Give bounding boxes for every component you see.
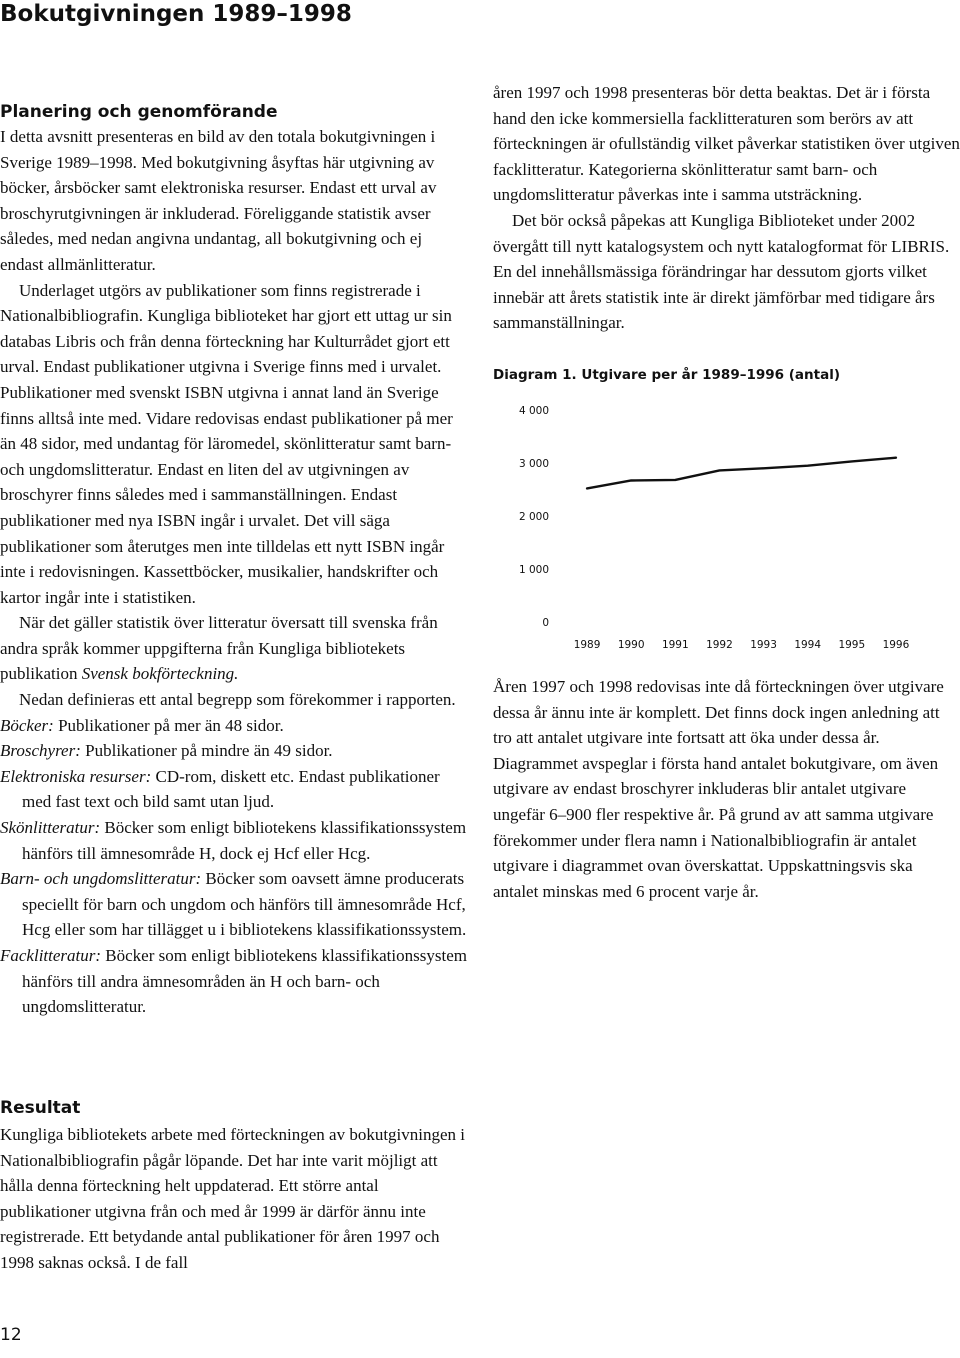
y-tick-label: 4 000: [518, 404, 549, 417]
definition-term: Broschyrer:: [0, 741, 81, 761]
definition-text: Publikationer på mindre än 49 sidor.: [80, 741, 333, 761]
definition-text: Böcker som oavsett ämne producerats speciellt för barn och ungdom och hänförs till ämnesområde Hcf, Hcg eller som har tillägget u i bibliotekens klassifikationssystem.: [22, 869, 467, 940]
definitions-list: [0, 713, 468, 1020]
page-title: Bokutgivningen 1989–1998: [0, 1, 352, 27]
definition-term: Elektroniska resurser:: [0, 766, 152, 786]
definition-item: [0, 764, 468, 815]
x-tick-label: 1991: [661, 638, 689, 651]
definition-term: Böcker:: [0, 715, 54, 735]
publication-title: Svensk bokförteckning.: [81, 664, 239, 684]
x-tick-label: 1989: [573, 638, 601, 651]
right-column: [493, 80, 960, 904]
definition-text: Publikationer på mer än 48 sidor.: [53, 715, 284, 735]
definition-text: Böcker som enligt bibliotekens klassifikationssystem hänförs till ämnesområde H, dock ej Hcf eller Hcg.: [22, 818, 467, 863]
section-heading-planning: Planering och genomförande: [0, 102, 278, 122]
publishers-line-chart: [493, 392, 933, 662]
paragraph-underlag: Underlaget utgörs av publikationer som finns registrerade i Nationalbibliografin. Kungliga biblioteket har gjort ett uttag ur sin databas Libris och från denna förteckning har Kulturrådet gjort ett urval. Endast publikationer utgivna i Sverige finns med i urvalet. Publikationer med svenskt ISBN utgivna i annat land än Sverige finns alltså inte med. Vidare redovisas endast publikationer på mer än 48 sidor, med undantag för läromedel, skönlitteratur samt barn- och ungdomslitteratur. Endast en liten del av utgivningen av broschyrer finns således med i sammanställningen. Endast publikationer med nya ISBN ingår i urvalet. Det vill säga publikationer som återutges men inte tilldelas ett nytt ISBN ingår inte i redovisningen. Kassettböcker, musikalier, handskrifter och kartor ingår inte i statistiken.: [0, 280, 453, 607]
definition-item: [0, 943, 468, 1020]
definition-text: CD-rom, diskett etc. Endast publikationer med fast text och bild samt utan ljud.: [22, 766, 440, 812]
paragraph-translation-text: När det gäller statistik över litteratur översatt till svenska från andra språk kommer uppgifterna från Kungliga bibliotekets publikation: [0, 613, 438, 684]
definition-term: Facklitteratur:: [0, 946, 102, 965]
y-tick-label: 3 000: [518, 457, 549, 470]
results-section: [0, 1096, 470, 1276]
definition-item: [0, 713, 468, 739]
y-tick-label: 0: [542, 616, 549, 629]
x-tick-label: 1993: [750, 638, 777, 651]
definition-text: Böcker som enligt bibliotekens klassifikationssystem hänförs till andra ämnesområden än H och barn- och ungdomslitteratur.: [22, 946, 467, 1017]
y-tick-label: 2 000: [518, 510, 549, 523]
page-number: 12: [0, 1325, 22, 1345]
x-tick-label: 1992: [706, 638, 733, 651]
definition-item: [0, 738, 468, 764]
definition-term: Skönlitteratur:: [0, 818, 101, 838]
left-column: [0, 100, 468, 1020]
x-tick-label: 1996: [882, 638, 910, 651]
section-heading-results: Resultat: [0, 1098, 81, 1118]
paragraph-libris: Det bör också påpekas att Kungliga Biblioteket under 2002 övergått till nytt katalogsystem och nytt katalogformat för LIBRIS. En del innehållsmässiga förändringar har dessutom gjorts vilket innebär att årets statistik inte är direkt jämförbar med tidigare års sammanställningar.: [493, 210, 950, 333]
x-tick-label: 1990: [617, 638, 645, 651]
paragraph-results: Kungliga bibliotekets arbete med förteckningen av bokutgivningen i Nationalbibliografin pågår löpande. Det har inte varit möjligt att hålla denna förteckning helt uppdaterad. Ett större antal publikationer utgivna från och med år 1999 är därför ännu inte registrerade. Ett betydande antal publikationer för åren 1997 och 1998 saknas också. I de fall: [0, 1125, 466, 1272]
y-tick-label: 1 000: [518, 563, 549, 576]
paragraph-continuation: åren 1997 och 1998 presenteras bör detta beaktas. Det är i första hand den icke kommersiella facklitteraturen som berörs av att förteckningen är ofullständig vilket påverkar statistiken över utgiven facklitteratur. Kategorierna skönlitteratur samt barn- och ungdomslitteratur påverkas inte i samma utsträckning.: [493, 83, 960, 205]
paragraph-definitions-intro: Nedan definieras ett antal begrepp som förekommer i rapporten.: [19, 690, 456, 710]
definition-item: [0, 815, 468, 866]
paragraph-intro: I detta avsnitt presenteras en bild av den totala bokutgivningen i Sverige 1989–1998. Med bokutgivning åsyftas här utgivning av böcker, årsböcker samt elektroniska resurser. Endast ett urval av broschyrutgivningen är inkluderad. Föreliggande statistik avser således, med nedan angivna undantag, all bokutgivning och ej endast allmänlitteratur.: [0, 127, 437, 274]
definition-item: [0, 866, 468, 943]
x-tick-label: 1994: [794, 638, 822, 651]
chart-title: Diagram 1. Utgivare per år 1989–1996 (antal): [493, 366, 840, 383]
x-tick-label: 1995: [838, 638, 866, 651]
paragraph-chart-commentary: Åren 1997 och 1998 redovisas inte då förteckningen över utgivare dessa år ännu inte är komplett. Det finns dock ingen anledning att tro att antalet utgivare inte fortsatt att öka under dessa år. Diagrammet avspeglar i första hand antalet bokutgivare, om även utgivare av endast broschyrer inkluderas blir antalet utgivare ungefär 6–900 fler respektive år. På grund av att samma utgivare förekommer under flera namn i Nationalbibliografin är antalet utgivare i diagrammet ovan överskattat. Uppskattningsvis ska antalet minskas med 6 procent varje år.: [493, 676, 944, 901]
series-line-utgivare: [587, 458, 896, 489]
paragraph-translation: [0, 610, 468, 687]
definition-term: Barn- och ungdomslitteratur:: [0, 869, 202, 889]
